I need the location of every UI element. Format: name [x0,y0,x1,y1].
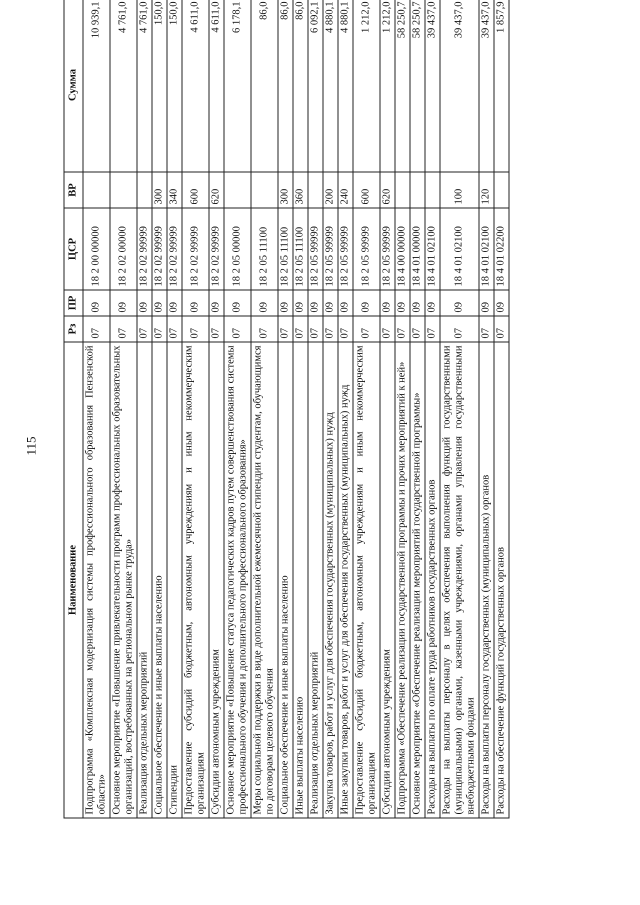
cell-rz: 07 [338,316,353,342]
cell-name: Расходы на выплаты персоналу в целях обеспечения выполнения функций государственными (муниципальными) органами, казенными учреждениями, органами управления государственными внебюджетными фондами [440,342,479,818]
table-row [209,0,224,818]
cell-sum: 39 437,0 [425,0,440,172]
cell-csr: 18 2 05 11100 [293,208,308,290]
cell-vr [137,172,152,208]
cell-csr: 18 2 00 00000 [83,208,110,290]
cell-csr: 18 2 05 00000 [224,208,251,290]
cell-pr: 09 [83,290,110,316]
cell-rz: 07 [323,316,338,342]
table-header-row [64,0,83,818]
table-row [323,0,338,818]
header-name: Наименование [64,342,83,818]
cell-vr [395,172,410,208]
cell-name: Закупка товаров, работ и услуг для обеспечения государственных (муниципальных) нужд [323,342,338,818]
cell-sum: 58 250,7 [410,0,425,172]
cell-rz: 07 [152,316,167,342]
cell-vr [494,172,509,208]
table-row [425,0,440,818]
cell-vr: 600 [353,172,380,208]
cell-sum: 1 212,0 [353,0,380,172]
cell-csr: 18 4 00 00000 [395,208,410,290]
cell-sum: 6 092,1 [308,0,323,172]
table-row [152,0,167,818]
table-row [167,0,182,818]
table-row [494,0,509,818]
table-row [338,0,353,818]
cell-name: Расходы на выплаты по оплате труда работников государственных органов [425,342,440,818]
cell-csr: 18 4 01 02100 [425,208,440,290]
rotated-table-frame [64,0,569,819]
cell-vr [110,172,137,208]
cell-sum: 86,0 [293,0,308,172]
cell-vr: 120 [479,172,494,208]
cell-csr: 18 2 02 99999 [167,208,182,290]
cell-csr: 18 2 05 99999 [380,208,395,290]
cell-csr: 18 2 02 99999 [152,208,167,290]
cell-pr: 09 [308,290,323,316]
cell-sum: 10 939,1 [83,0,110,172]
cell-vr: 620 [209,172,224,208]
header-rz: Рз [64,316,83,342]
table-row [410,0,425,818]
cell-rz: 07 [278,316,293,342]
cell-sum: 86,0 [251,0,278,172]
cell-pr: 09 [251,290,278,316]
table-row [308,0,323,818]
cell-sum: 4 880,1 [338,0,353,172]
cell-csr: 18 2 05 11100 [251,208,278,290]
cell-sum: 150,0 [152,0,167,172]
cell-csr: 18 2 05 99999 [308,208,323,290]
cell-vr [83,172,110,208]
cell-vr: 240 [338,172,353,208]
cell-pr: 09 [353,290,380,316]
cell-sum: 4 761,0 [110,0,137,172]
cell-rz: 07 [410,316,425,342]
cell-pr: 09 [182,290,209,316]
cell-csr: 18 2 05 11100 [278,208,293,290]
cell-name: Расходы на обеспечение функций государственных органов [494,342,509,818]
cell-csr: 18 4 01 00000 [410,208,425,290]
cell-vr: 340 [167,172,182,208]
table-row [479,0,494,818]
cell-pr: 09 [110,290,137,316]
table-row [440,0,479,818]
cell-name: Реализация отдельных мероприятий [137,342,152,818]
table-row [83,0,110,818]
cell-vr: 200 [323,172,338,208]
cell-csr: 18 2 02 00000 [110,208,137,290]
cell-vr: 600 [182,172,209,208]
cell-vr [224,172,251,208]
cell-csr: 18 2 02 99999 [137,208,152,290]
header-vr: ВР [64,172,83,208]
cell-csr: 18 2 05 99999 [338,208,353,290]
cell-rz: 07 [293,316,308,342]
cell-sum: 39 437,0 [440,0,479,172]
cell-sum: 4 880,1 [323,0,338,172]
cell-name: Предоставление субсидий бюджетным, автономным учреждениям и иным некоммерческим организациям [182,342,209,818]
cell-pr: 09 [410,290,425,316]
cell-vr: 100 [440,172,479,208]
table-row [395,0,410,818]
cell-pr: 09 [167,290,182,316]
cell-name: Расходы на выплаты персоналу государственных (муниципальных) органов [479,342,494,818]
cell-name: Субсидии автономным учреждениям [380,342,395,818]
cell-pr: 09 [209,290,224,316]
cell-name: Социальное обеспечение и иные выплаты населению [278,342,293,818]
header-pr: ПР [64,290,83,316]
cell-rz: 07 [380,316,395,342]
cell-sum: 1 857,9 [494,0,509,172]
cell-pr: 09 [338,290,353,316]
cell-rz: 07 [224,316,251,342]
cell-rz: 07 [182,316,209,342]
cell-name: Субсидии автономным учреждениям [209,342,224,818]
cell-csr: 18 2 02 99999 [182,208,209,290]
cell-pr: 09 [494,290,509,316]
cell-name: Иные закупки товаров, работ и услуг для обеспечения государственных (муниципальных) нужд [338,342,353,818]
table-row [278,0,293,818]
cell-pr: 09 [425,290,440,316]
table-row [353,0,380,818]
cell-rz: 07 [167,316,182,342]
cell-sum: 4 611,0 [182,0,209,172]
cell-pr: 09 [278,290,293,316]
cell-pr: 09 [293,290,308,316]
cell-name: Иные выплаты населению [293,342,308,818]
cell-name: Стипендии [167,342,182,818]
cell-name: Подпрограмма «Комплексная модернизация системы профессионального образования Пензенской области» [83,342,110,818]
cell-sum: 39 437,0 [479,0,494,172]
cell-csr: 18 4 01 02200 [494,208,509,290]
cell-rz: 07 [308,316,323,342]
cell-csr: 18 2 05 99999 [323,208,338,290]
cell-rz: 07 [494,316,509,342]
cell-csr: 18 2 05 99999 [353,208,380,290]
cell-name: Основное мероприятие «Повышение статуса педагогических кадров путем совершенствования системы профессионального обучения и дополнительного профессионального образования» [224,342,251,818]
cell-vr: 300 [278,172,293,208]
cell-vr [308,172,323,208]
cell-name: Предоставление субсидий бюджетным, автономным учреждениям и иным некоммерческим организациям [353,342,380,818]
header-csr: ЦСР [64,208,83,290]
cell-rz: 07 [353,316,380,342]
table-row [380,0,395,818]
cell-sum: 58 250,7 [395,0,410,172]
cell-pr: 09 [479,290,494,316]
cell-pr: 09 [323,290,338,316]
cell-sum: 6 178,1 [224,0,251,172]
header-sum: Сумма [64,0,83,172]
budget-table [64,0,510,819]
cell-sum: 150,0 [167,0,182,172]
cell-pr: 09 [380,290,395,316]
cell-vr [425,172,440,208]
cell-vr: 620 [380,172,395,208]
cell-pr: 09 [152,290,167,316]
cell-rz: 07 [251,316,278,342]
cell-csr: 18 2 02 99999 [209,208,224,290]
cell-vr: 300 [152,172,167,208]
cell-vr: 360 [293,172,308,208]
cell-csr: 18 4 01 02100 [440,208,479,290]
cell-sum: 1 212,0 [380,0,395,172]
cell-pr: 09 [440,290,479,316]
cell-vr [410,172,425,208]
cell-rz: 07 [440,316,479,342]
cell-name: Подпрограмма «Обеспечение реализации государственной программы и прочих мероприятий к ней» [395,342,410,818]
cell-pr: 09 [395,290,410,316]
cell-rz: 07 [479,316,494,342]
cell-name: Социальное обеспечение и иные выплаты населению [152,342,167,818]
cell-vr [251,172,278,208]
cell-rz: 07 [137,316,152,342]
cell-rz: 07 [209,316,224,342]
cell-name: Основное мероприятие «Обеспечение реализации мероприятий государственной программы» [410,342,425,818]
table-row [224,0,251,818]
cell-csr: 18 4 01 02100 [479,208,494,290]
cell-name: Реализация отдельных мероприятий [308,342,323,818]
table-row [293,0,308,818]
cell-sum: 4 611,0 [209,0,224,172]
cell-rz: 07 [110,316,137,342]
table-row [182,0,209,818]
cell-pr: 09 [224,290,251,316]
cell-pr: 09 [137,290,152,316]
cell-sum: 86,0 [278,0,293,172]
cell-rz: 07 [395,316,410,342]
cell-sum: 4 761,0 [137,0,152,172]
cell-name: Основное мероприятие «Повышение привлекательности программ профессиональных образовательных организаций, востребованных на региональном рынке труда» [110,342,137,818]
table-row [110,0,137,818]
cell-rz: 07 [425,316,440,342]
page-number: 115 [23,436,39,456]
cell-rz: 07 [83,316,110,342]
cell-name: Меры социальной поддержки в виде дополнительной ежемесячной стипендии студентам, обучающимся по договорам целевого обучения [251,342,278,818]
table-row [251,0,278,818]
table-row [137,0,152,818]
